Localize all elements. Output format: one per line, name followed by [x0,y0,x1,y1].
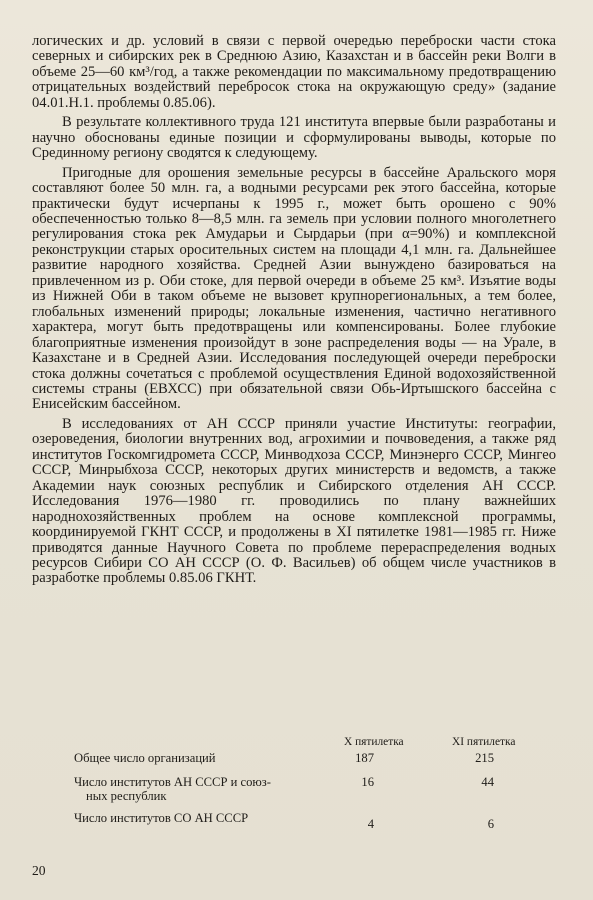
row-label-continuation: ных республик [86,789,167,803]
paragraph-institutes: В исследованиях от АН СССР приняли участие Институты: географии, озероведения, биологии внутренних вод, агрохимии и почвоведения, а также ряд институтов Госкомгидромета СССР, Минводхоза СССР, Минэнерго СССР, Мингео СССР, Минрыбхоза СССР, некоторых других министерств и ведомств, а также Академии наук союзных республик и Сибирского отделения АН СССР. Исследования 1976—1980 гг. проводились по плану важнейших народнохозяйственных проблем на основе комплексной программы, координируемой ГКНТ СССР, и продолжены в XI пятилетке 1981—1985 гг. Ниже приводятся данные Научного Совета по проблеме перераспределения водных ресурсов Сибири СО АН СССР (О. Ф. Васильев) об общем числе участников в разработке проблемы 0.85.06 ГКНТ. [32,415,556,587]
table-row [74,751,554,767]
value-xi: 44 [481,775,494,789]
participants-table [74,735,554,831]
paragraph-continuation: логических и др. условий в связи с первой очередью переброски части стока северных и сибирских рек в Среднюю Азию, Казахстан и в бассейн реки Волги в объеме 25—60 км³/год, а также рекомендации по максимальному предотвращению отрицательных воздействий перебросок стока на окружающую среду» (задание 04.01.Н.1. проблемы 0.85.06). [32,33,556,111]
row-label: Число институтов СО АН СССР [74,811,249,825]
row-label [74,775,334,803]
value-xi: 215 [475,751,494,765]
table-row [74,811,554,831]
value-x: 4 [367,817,374,831]
column-header-x: X пятилетка [344,736,404,748]
body-text [32,34,556,587]
paragraph-results: В результате коллективного труда 121 института впервые были разработаны и научно обоснованы единые позиции и сформулированы выводы, которые по Срединному региону сводятся к следующему. [32,114,556,162]
table-row [74,775,554,809]
page-number: 20 [32,863,46,878]
row-label: Общее число организаций [74,751,216,765]
paragraph-land-resources: Пригодные для орошения земельные ресурсы в бассейне Аральского моря составляют более 50 млн. га, а водными ресурсами рек этого бассейна, которые практически будут исчерпаны к 1995 г., может быть орошено с 90% обеспеченностью только 8—8,5 млн. га земель при условии полного многолетнего регулирования стока рек Амударьи и Сырдарьи (при α=90%) и комплексной реконструкции старых оросительных систем на площади 4,1 млн. га. Дальнейшее развитие народного хозяйства. Средней Азии вынуждено базироваться на привлеченном из р. Оби стоке, для первой очереди в объеме 25 км³. Изъятие воды из Нижней Оби в таком объеме не вызовет крупнорегиональных, а тем более, глобальных изменений природы; локальные изменения, частично негативного характера, могут быть предотвращены или компенсированы. Более глубокие благоприятные изменения произойдут в зоне распределения воды — на Урале, в Казахстане и в Средней Азии. Исследования последующей очереди переброски стока должны сочетаться с проблемой осуществления Единой водохозяйственной системы страны (ЕВХСС) при обязательной связи Обь-Иртышского бассейна с Енисейским бассейном. [32,164,556,413]
value-x: 16 [361,775,374,789]
column-header-xi: XI пятилетка [452,736,516,748]
row-label-main: Число институтов АН СССР и союз- [74,775,271,789]
table-header [74,735,554,749]
value-x: 187 [355,751,374,765]
value-xi: 6 [487,817,494,831]
